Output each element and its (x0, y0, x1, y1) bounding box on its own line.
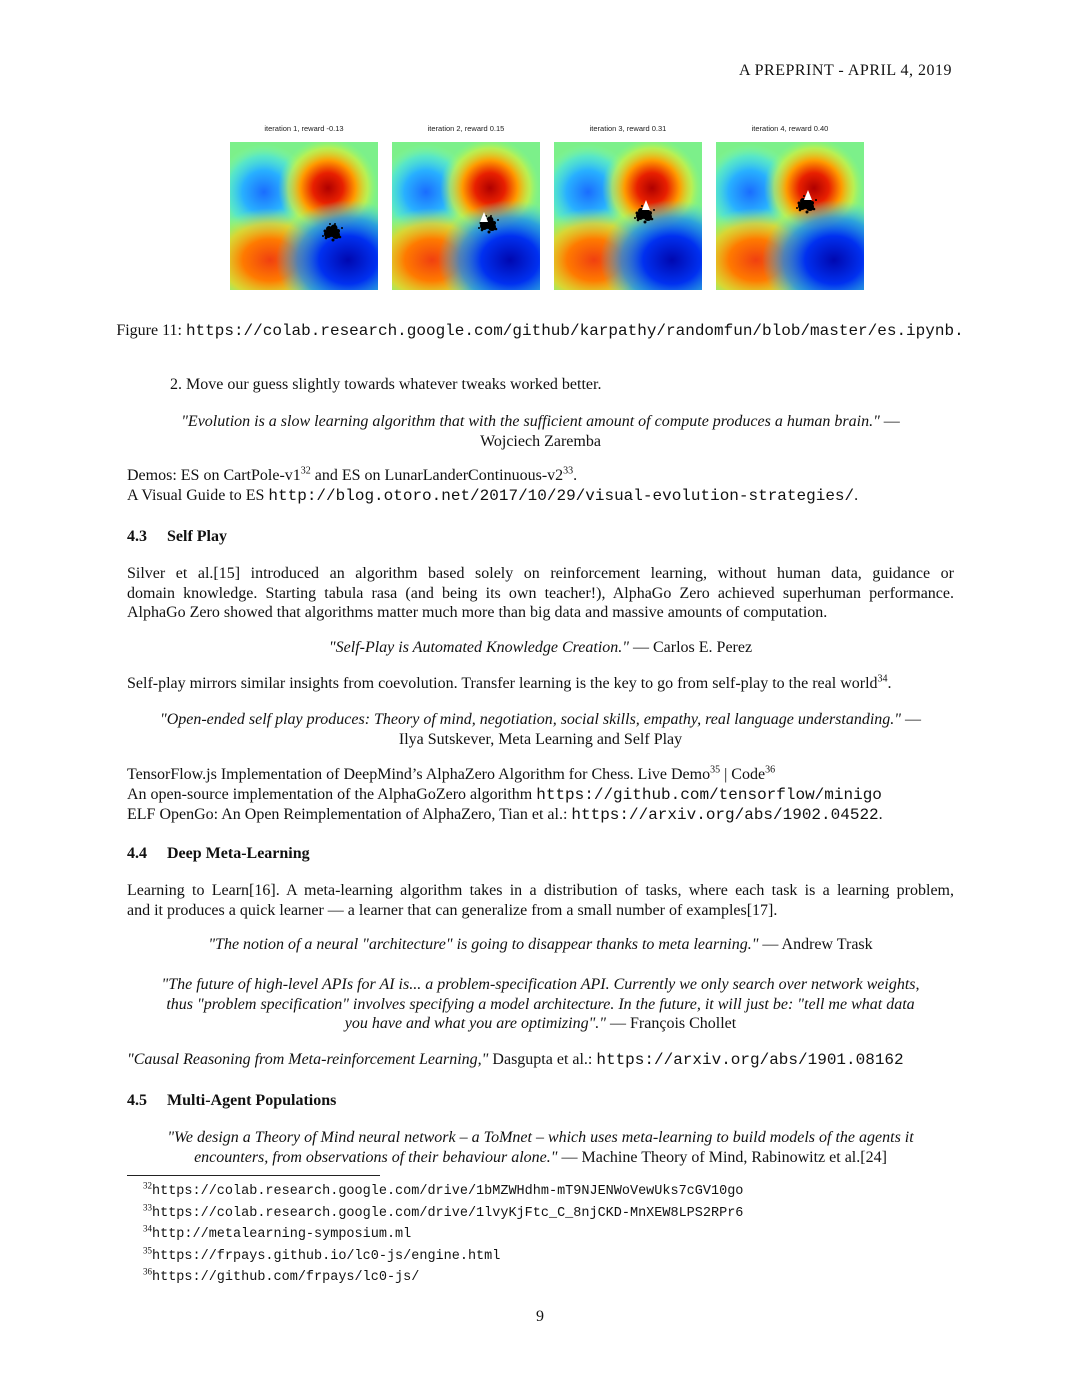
quote-dash: — (901, 711, 922, 728)
figure-panel-2 (392, 122, 540, 290)
quote-author: Ilya Sutskever, Meta Learning and Self Play (398, 730, 683, 748)
quote-text: "Open-ended self play produces: Theory of mind, negotiation, social skills, empathy, real language understanding." (159, 711, 902, 728)
section-heading-4-3 (127, 528, 227, 546)
figure-panel-4 (716, 122, 864, 290)
text-line: domain knowledge. Starting tabula rasa (and being its own teacher!), AlphaGo Zero achieved superhuman performance. (127, 584, 954, 602)
section-title: Deep Meta-Learning (167, 845, 310, 862)
list-text: Move our guess slightly towards whatever tweaks worked better. (186, 376, 602, 393)
footnote (143, 1202, 743, 1224)
footnote-rule (127, 1175, 380, 1176)
paragraph-text: Dasgupta et al.: (488, 1051, 597, 1068)
quote-perez (127, 638, 954, 658)
paragraph-text: An open-source implementation of the AlphaGoZero algorithm (127, 785, 537, 803)
quote-author: Wojciech Zaremba (480, 432, 601, 450)
footnote (143, 1223, 743, 1245)
causal-reasoning-paragraph (127, 1050, 954, 1071)
meta-learning-paragraph (127, 881, 954, 920)
quote-line: encounters, from observations of their behaviour alone." (194, 1148, 558, 1166)
footnote-ref[interactable]: 32 (300, 465, 311, 477)
figure-panel-1 (230, 122, 378, 290)
paper-title: "Causal Reasoning from Meta-reinforcement Learning," (127, 1051, 489, 1068)
punct: . (878, 806, 883, 823)
arxiv-link[interactable]: https://arxiv.org/abs/1901.08162 (596, 1051, 904, 1069)
figure-11 (230, 122, 870, 292)
demos-paragraph (127, 466, 954, 506)
panel-title: iteration 1, reward -0.13 (264, 124, 344, 133)
figure-caption (0, 322, 1080, 340)
quote-author: — Andrew Trask (758, 936, 873, 953)
punct: . (887, 675, 892, 692)
demos-text: Demos: ES on CartPole-v1 (127, 467, 301, 484)
running-header: A PREPRINT - APRIL 4, 2019 (738, 62, 952, 79)
quote-text: "Evolution is a slow learning algorithm that with the sufficient amount of compute produces a human brain." (181, 413, 880, 430)
quote-dash: — (879, 413, 900, 430)
panel-title: iteration 2, reward 0.15 (427, 124, 505, 133)
panel-title: iteration 3, reward 0.31 (589, 124, 667, 133)
implementations-paragraph (127, 765, 954, 826)
footnote-number: 32 (143, 1180, 152, 1191)
footnote (143, 1266, 743, 1288)
list-number: 2. (170, 376, 182, 393)
section-title: Self Play (167, 528, 227, 545)
guide-link[interactable]: http://blog.otoro.net/2017/10/29/visual-evolution-strategies/ (268, 486, 855, 505)
footnote-ref[interactable]: 34 (877, 673, 888, 685)
paragraph-text: TensorFlow.js Implementation of DeepMind’s AlphaZero Algorithm for Chess. Live Demo (127, 766, 711, 783)
self-play-paragraph (127, 564, 954, 623)
guide-text: A Visual Guide to ES (127, 486, 269, 504)
quote-text: "Self-Play is Automated Knowledge Creation." (328, 639, 629, 656)
footnote (143, 1245, 743, 1267)
quote-author: — Carlos E. Perez (629, 639, 753, 656)
text-line: and it produces a quick learner — a learner that can generalize from a small number of examples[17]. (127, 901, 778, 919)
text-line: Silver et al.[15] introduced an algorithm based solely on reinforcement learning, without human data, guidance or (127, 565, 954, 582)
paragraph-text: Self-play mirrors similar insights from coevolution. Transfer learning is the key to go from self-play to the real world (127, 675, 878, 692)
quote-text: "The notion of a neural "architecture" is going to disappear thanks to meta learning." (208, 936, 759, 953)
quote-line: "The future of high-level APIs for AI is... a problem-specification API. Currently we only search over network weights, (161, 976, 920, 993)
footnote-number: 34 (143, 1223, 152, 1234)
quote-tomnet (127, 1128, 954, 1167)
quote-line: thus "problem specification" involves specifying a model architecture. In the future, it will just be: "tell me what data (166, 995, 915, 1013)
section-number: 4.5 (127, 1092, 147, 1109)
section-heading-4-5 (127, 1092, 336, 1110)
footnotes (143, 1180, 743, 1288)
heatmap-image (392, 142, 540, 290)
footnote-ref[interactable]: 33 (563, 465, 574, 477)
text-line: AlphaGo Zero showed that algorithms matter much more than big data and massive amounts of computation. (127, 604, 828, 621)
punct: . (573, 467, 578, 484)
footnote-link[interactable]: https://github.com/frpays/lc0-js/ (152, 1270, 420, 1285)
text-line: Learning to Learn[16]. A meta-learning algorithm takes in a distribution of tasks, where each task is a learning problem, (127, 882, 954, 899)
quote-trask (127, 935, 954, 955)
footnote-number: 33 (143, 1202, 152, 1212)
page-number: 9 (536, 1308, 544, 1325)
quote-line: you have and what you are optimizing"." (344, 1015, 607, 1032)
paragraph-text: | Code (720, 766, 766, 783)
demos-text: and ES on LunarLanderContinuous-v2 (310, 467, 564, 484)
figure-panel-3 (554, 122, 702, 290)
quote-sutskever (127, 710, 954, 749)
footnote-ref[interactable]: 36 (765, 764, 776, 776)
quote-chollet (127, 975, 954, 1034)
footnote (143, 1180, 743, 1202)
paragraph-text: ELF OpenGo: An Open Reimplementation of AlphaZero, Tian et al.: (127, 806, 572, 823)
heatmap-image (554, 142, 702, 290)
coevolution-paragraph (127, 674, 954, 694)
footnote-link[interactable]: https://colab.research.google.com/drive/1bMZWHdhm-mT9NJENWoVewUks7cGV10go (152, 1184, 744, 1199)
section-number: 4.3 (127, 528, 147, 545)
footnote-link[interactable]: https://frpays.github.io/lc0-js/engine.html (152, 1248, 501, 1264)
section-number: 4.4 (127, 845, 147, 862)
list-item (170, 376, 601, 394)
footnote-link[interactable]: https://colab.research.google.com/drive/1lvyKjFtc_C_8njCKD-MnXEW8LPS2RPr6 (152, 1205, 744, 1221)
quote-line: "We design a Theory of Mind neural network – a ToMnet – which uses meta-learning to build models of the agents it (167, 1129, 914, 1146)
quote-author: — Machine Theory of Mind, Rabinowitz et al.[24] (557, 1148, 887, 1166)
quote-zaremba (127, 412, 954, 451)
footnote-number: 35 (143, 1245, 152, 1255)
footnote-ref[interactable]: 35 (710, 764, 721, 776)
footnote-number: 36 (143, 1266, 152, 1277)
panel-title: iteration 4, reward 0.40 (751, 124, 829, 133)
caption-label: Figure 11: (116, 322, 182, 339)
section-heading-4-4 (127, 845, 310, 863)
arxiv-link[interactable]: https://arxiv.org/abs/1902.04522 (571, 806, 879, 824)
footnote-link[interactable]: http://metalearning-symposium.ml (152, 1227, 412, 1242)
minigo-link[interactable]: https://github.com/tensorflow/minigo (536, 785, 882, 804)
heatmap-image (716, 142, 864, 290)
section-title: Multi-Agent Populations (167, 1092, 337, 1109)
caption-link[interactable]: https://colab.research.google.com/github/karpathy/randomfun/blob/master/es.ipynb. (185, 322, 964, 340)
heatmap-image (230, 142, 378, 290)
quote-author: — François Chollet (606, 1015, 737, 1032)
punct: . (854, 486, 859, 504)
